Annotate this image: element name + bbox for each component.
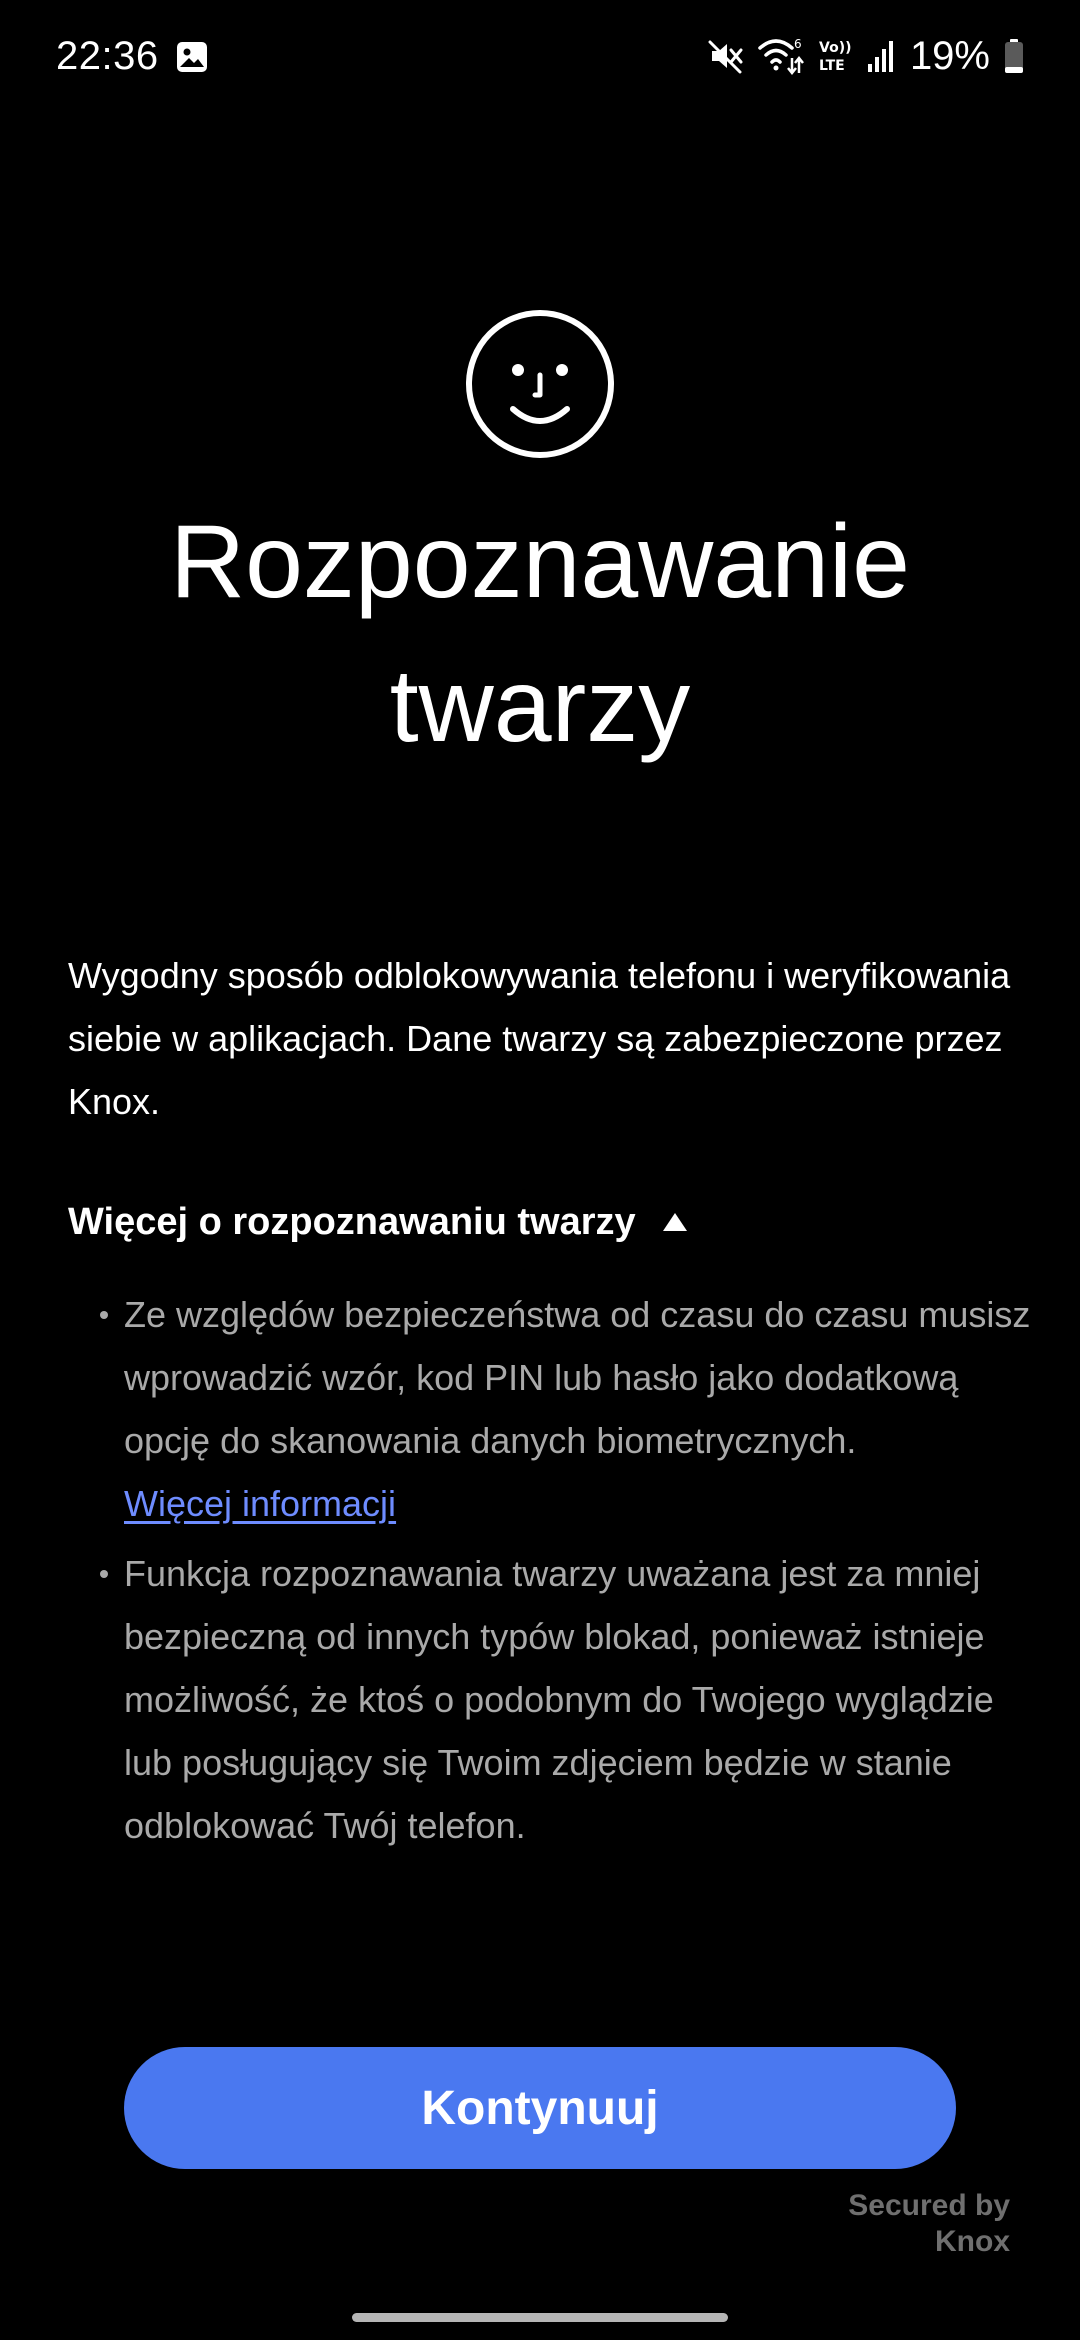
svg-text:6: 6 (793, 37, 802, 51)
list-item-text: Funkcja rozpoznawania twarzy uważana jest za mniej bezpieczną od innych typów blokad, ponieważ istnieje możliwość, że ktoś o podobnym do Twojego wyglądzie lub posługujący się Twoim zdjęciem będzie w stanie odblokować Twój telefon. (124, 1553, 994, 1846)
status-time: 22:36 (56, 34, 159, 78)
info-list (96, 1283, 1036, 1857)
signal-icon (866, 38, 896, 74)
status-icons (708, 28, 1024, 84)
page-title-line1: Rozpoznawanie (169, 504, 911, 620)
list-item-text: Ze względów bezpieczeństwa od czasu do czasu musisz wprowadzić wzór, kod PIN lub hasło jako dodatkową opcję do skanowania danych biometrycznych. (124, 1294, 1031, 1461)
gallery-icon (176, 41, 208, 73)
status-bar (0, 0, 1080, 110)
battery-icon (1004, 38, 1024, 74)
bullet-icon (100, 1570, 108, 1578)
mute-icon (708, 38, 744, 74)
more-section-label: Więcej o rozpoznawaniu twarzy (68, 1201, 636, 1243)
continue-button[interactable]: Kontynuuj (124, 2047, 956, 2169)
home-indicator[interactable] (352, 2313, 728, 2322)
list-item (96, 1542, 1036, 1857)
secured-by-knox-label (848, 2188, 1010, 2260)
svg-text:Vo)): Vo)) (818, 40, 852, 56)
battery-percent: 19% (909, 34, 990, 78)
more-info-link[interactable]: Więcej informacji (124, 1483, 397, 1524)
bullet-icon (100, 1311, 108, 1319)
face-icon (465, 309, 615, 459)
svg-text:LTE: LTE (818, 58, 845, 74)
wifi-icon (758, 36, 804, 76)
description-text: Wygodny sposób odblokowywania telefonu i weryfikowania siebie w aplikacjach. Dane twarzy są zabezpieczone przez Knox. (68, 955, 1011, 1122)
volte-icon (818, 36, 852, 76)
knox-text: Knox (935, 2225, 1010, 2258)
page-title-line2: twarzy (389, 648, 691, 764)
more-about-face-recognition-toggle[interactable] (68, 1192, 688, 1252)
secured-by-text: Secured by (848, 2189, 1010, 2222)
page-title (60, 490, 1020, 778)
list-item (96, 1283, 1036, 1535)
triangle-up-icon (662, 1212, 688, 1232)
